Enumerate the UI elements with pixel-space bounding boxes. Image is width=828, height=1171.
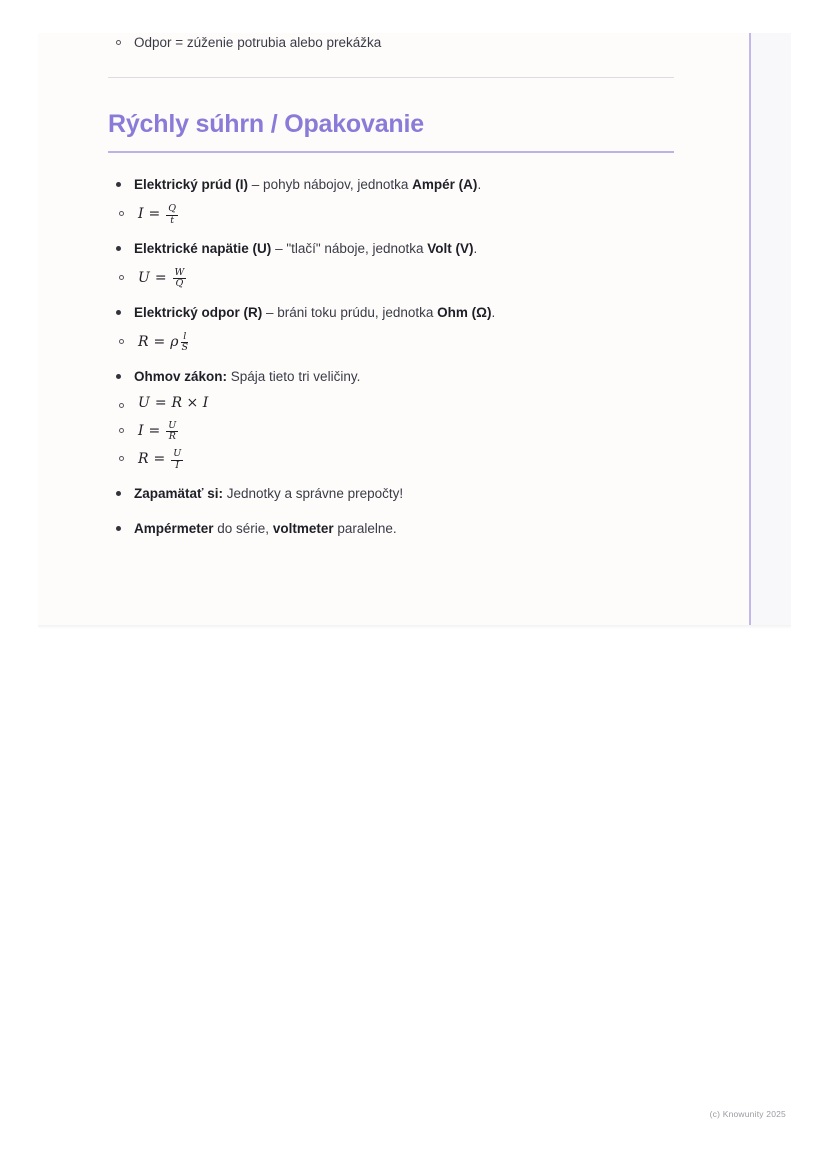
- term-description: – pohyb nábojov, jednotka: [248, 177, 413, 193]
- fraction: [171, 449, 183, 471]
- term-label: Elektrický odpor (R): [134, 304, 263, 320]
- formula-lhs: I: [138, 422, 144, 439]
- fraction: [180, 332, 191, 354]
- fraction-numerator: U: [173, 448, 182, 460]
- footer-copyright: (c) Knowunity 2025: [709, 1109, 786, 1119]
- fraction-numerator: U: [168, 419, 177, 431]
- formula-math: [138, 267, 187, 289]
- formula-list: [108, 395, 678, 471]
- top-leftover-list: [108, 33, 678, 53]
- formula-math: [138, 331, 191, 353]
- formula-item: [108, 203, 678, 225]
- formula-math: [138, 448, 184, 470]
- summary-list: [108, 175, 678, 540]
- term-tail: .: [477, 177, 482, 193]
- formula-lhs: R: [138, 333, 149, 350]
- page-title: Rýchly súhrn / Opakovanie: [108, 110, 424, 139]
- formula-math: [138, 420, 179, 442]
- note-card-body: [38, 33, 749, 625]
- list-item: [108, 303, 678, 324]
- term-label: Ohmov zákon:: [134, 368, 228, 384]
- fraction-denominator: Q: [175, 278, 184, 290]
- equals-sign: =: [154, 269, 167, 286]
- unit-label: Ampér (A): [412, 177, 478, 193]
- term-tail: .: [473, 241, 478, 257]
- list-item: [108, 367, 678, 388]
- formula-lhs: U: [138, 269, 150, 286]
- term-tail: paralelne.: [333, 521, 397, 537]
- unit-label: Volt (V): [427, 241, 474, 257]
- fraction: [166, 421, 178, 443]
- fraction-denominator: R: [168, 431, 176, 442]
- fraction-denominator: I: [175, 459, 180, 471]
- title-underline: [108, 151, 674, 153]
- formula-item: [108, 448, 678, 470]
- formula-list: [108, 267, 678, 289]
- term-label: Zapamätať si:: [134, 486, 223, 502]
- card-shadow: [38, 625, 791, 629]
- formula-item: [108, 267, 678, 289]
- term-description: Jednotky a správne prepočty!: [223, 486, 404, 502]
- list-item: [108, 175, 678, 196]
- section-divider: [108, 77, 674, 78]
- list-item: [108, 519, 678, 540]
- fraction-numerator: l: [183, 330, 187, 342]
- formula-item: [108, 420, 678, 442]
- term-label: Elektrické napätie (U): [134, 241, 272, 257]
- term-label: Ampérmeter: [134, 521, 214, 537]
- formula-rhs: R × I: [171, 395, 209, 412]
- formula-math: [138, 203, 179, 225]
- formula-lhs: U: [138, 395, 150, 412]
- note-card: [38, 33, 791, 625]
- list-item: Odpor = zúženie potrubia alebo prekážka: [108, 33, 678, 53]
- note-content: [108, 33, 678, 544]
- term-description: – "tlačí" náboje, jednotka: [271, 241, 428, 257]
- term-tail: .: [491, 304, 496, 320]
- formula-lhs: I: [138, 206, 144, 223]
- fraction-denominator: S: [181, 342, 189, 354]
- equals-sign: =: [154, 395, 167, 412]
- term-description: do série,: [213, 521, 273, 537]
- equals-sign: =: [153, 451, 166, 468]
- fraction: [173, 268, 187, 290]
- formula-item: [108, 331, 678, 353]
- formula-math: [138, 395, 208, 411]
- fraction-numerator: Q: [168, 203, 177, 215]
- formula-lhs: R: [138, 451, 149, 468]
- fraction-denominator: t: [170, 214, 175, 226]
- note-card-right-strip: [749, 33, 791, 625]
- fraction: [166, 204, 178, 226]
- term-label: Elektrický prúd (I): [134, 177, 249, 193]
- formula-list: [108, 203, 678, 225]
- unit-label: Ohm (Ω): [437, 304, 492, 320]
- formula-item: [108, 395, 678, 413]
- unit-label: voltmeter: [272, 521, 334, 537]
- formula-list: [108, 331, 678, 353]
- term-description: – bráni toku prúdu, jednotka: [262, 304, 438, 320]
- fraction-numerator: W: [174, 266, 185, 278]
- equals-sign: =: [148, 206, 161, 223]
- list-item: [108, 484, 678, 505]
- list-item: [108, 239, 678, 260]
- equals-sign: =: [153, 333, 166, 350]
- equals-sign: =: [148, 422, 161, 439]
- formula-coefficient: ρ: [170, 333, 179, 350]
- term-description: Spája tieto tri veličiny.: [227, 368, 361, 384]
